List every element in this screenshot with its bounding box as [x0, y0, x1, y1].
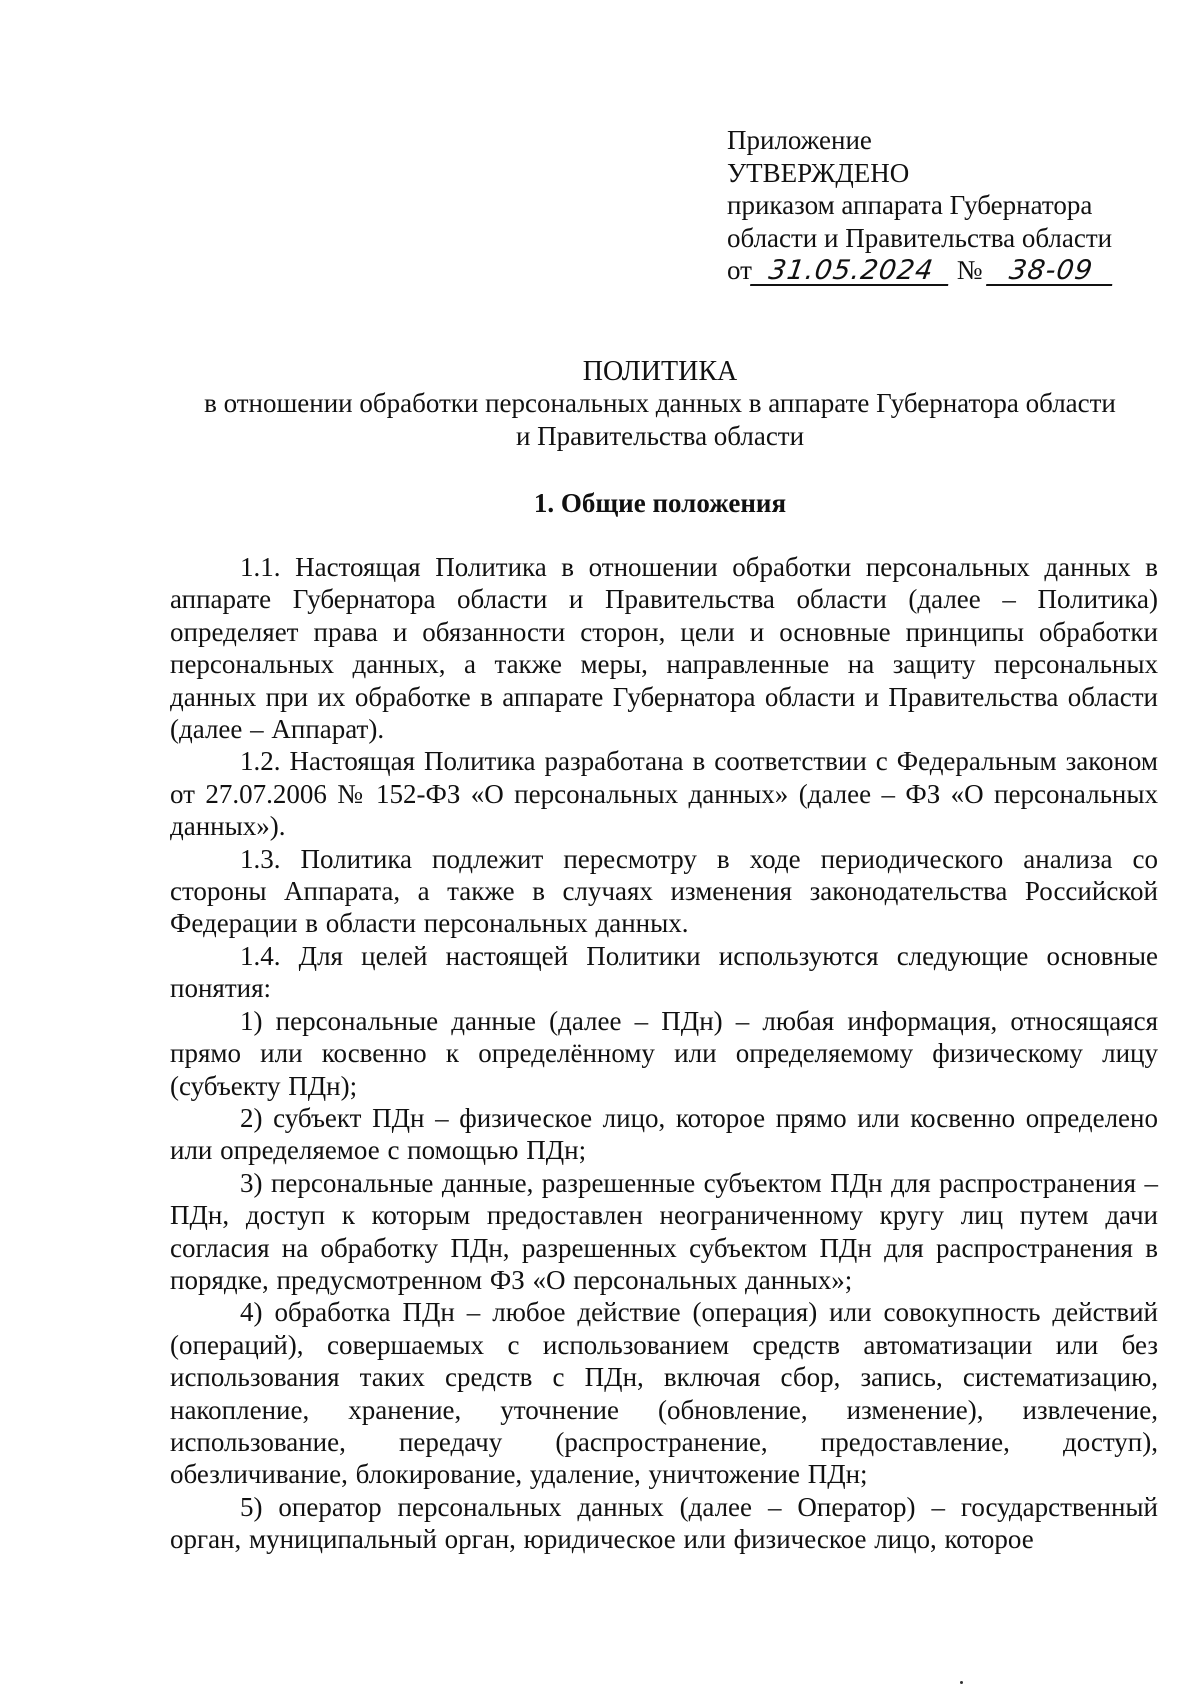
- definition-4: 4) обработка ПДн – любое действие (операция) или совокупность действий (операций), совершаемых с использованием средств автоматизации или без использования таких средств с ПДн, включая сбор, запись, систематизацию, накопление, хранение, уточнение (обновление, изменение), извлечение, использование, передачу (распространение, предоставление, доступ), обезличивание, блокирование, удаление, уничтожение ПДн;: [170, 1297, 1158, 1490]
- definition-1: 1) персональные данные (далее – ПДн) – любая информация, относящаяся прямо или косвенно к определённому или определяемому физическому лицу (субъекту ПДн);: [170, 1005, 1158, 1101]
- approval-appendix-label: Приложение: [727, 125, 872, 155]
- approval-order-line: приказом аппарата Губернатора: [727, 190, 1093, 220]
- definition-3: 3) персональные данные, разрешенные субъектом ПДн для распространения – ПДн, доступ к которым предоставлен неограниченному кругу лиц путем дачи согласия на обработку ПДн, разрешенных субъектом ПДн для распространения в порядке, предусмотренном ФЗ «О персональных данных»;: [170, 1167, 1158, 1295]
- approval-authority-line: области и Правительства области: [727, 222, 1113, 253]
- document-title: ПОЛИТИКА: [582, 356, 738, 387]
- paragraph-1-4: 1.4. Для целей настоящей Политики используются следующие основные понятия:: [170, 940, 1158, 1004]
- subtitle-line-2: и Правительства области: [515, 421, 805, 451]
- document-body: [170, 551, 1158, 1556]
- scan-speck: [960, 1681, 963, 1684]
- paragraph-1-1: 1.1. Настоящая Политика в отношении обработки персональных данных в аппарате Губернатора области и Правительства области (далее – Политика) определяет права и обязанности сторон, цели и основные принципы обработки персональных данных, а также меры, направленные на защиту персональных данных при их обработке в аппарате Губернатора области и Правительства области (далее – Аппарат).: [170, 552, 1158, 745]
- approval-approved-label: УТВЕРЖДЕНО: [727, 157, 910, 188]
- paragraph-1-2: 1.2. Настоящая Политика разработана в соответствии с Федеральным законом от 27.07.2006 № 152-ФЗ «О персональных данных» (далее – ФЗ «О персональных данных»).: [170, 746, 1158, 842]
- paragraph-1-3: 1.3. Политика подлежит пересмотру в ходе периодического анализа со стороны Аппарата, а также в случаях изменения законодательства Российской Федерации в области персональных данных.: [170, 843, 1158, 939]
- subtitle-line-1: в отношении обработки персональных данных в аппарате Губернатора области: [204, 388, 1116, 418]
- approval-date-number-line: [727, 254, 1167, 287]
- handwritten-date: 31.05.2024: [750, 258, 952, 286]
- approval-block: [727, 124, 1167, 287]
- number-prefix: №: [956, 255, 983, 285]
- handwritten-number: 38-09: [987, 258, 1117, 286]
- definition-2: 2) субъект ПДн – физическое лицо, которое прямо или косвенно определено или определяемое с помощью ПДн;: [170, 1102, 1158, 1166]
- date-prefix: от: [727, 255, 752, 285]
- definition-5: 5) оператор персональных данных (далее – Оператор) – государственный орган, муниципальный орган, юридическое или физическое лицо, которое: [170, 1491, 1158, 1555]
- document-subtitle: [160, 387, 1160, 453]
- section-heading-general: 1. Общие положения: [533, 488, 787, 518]
